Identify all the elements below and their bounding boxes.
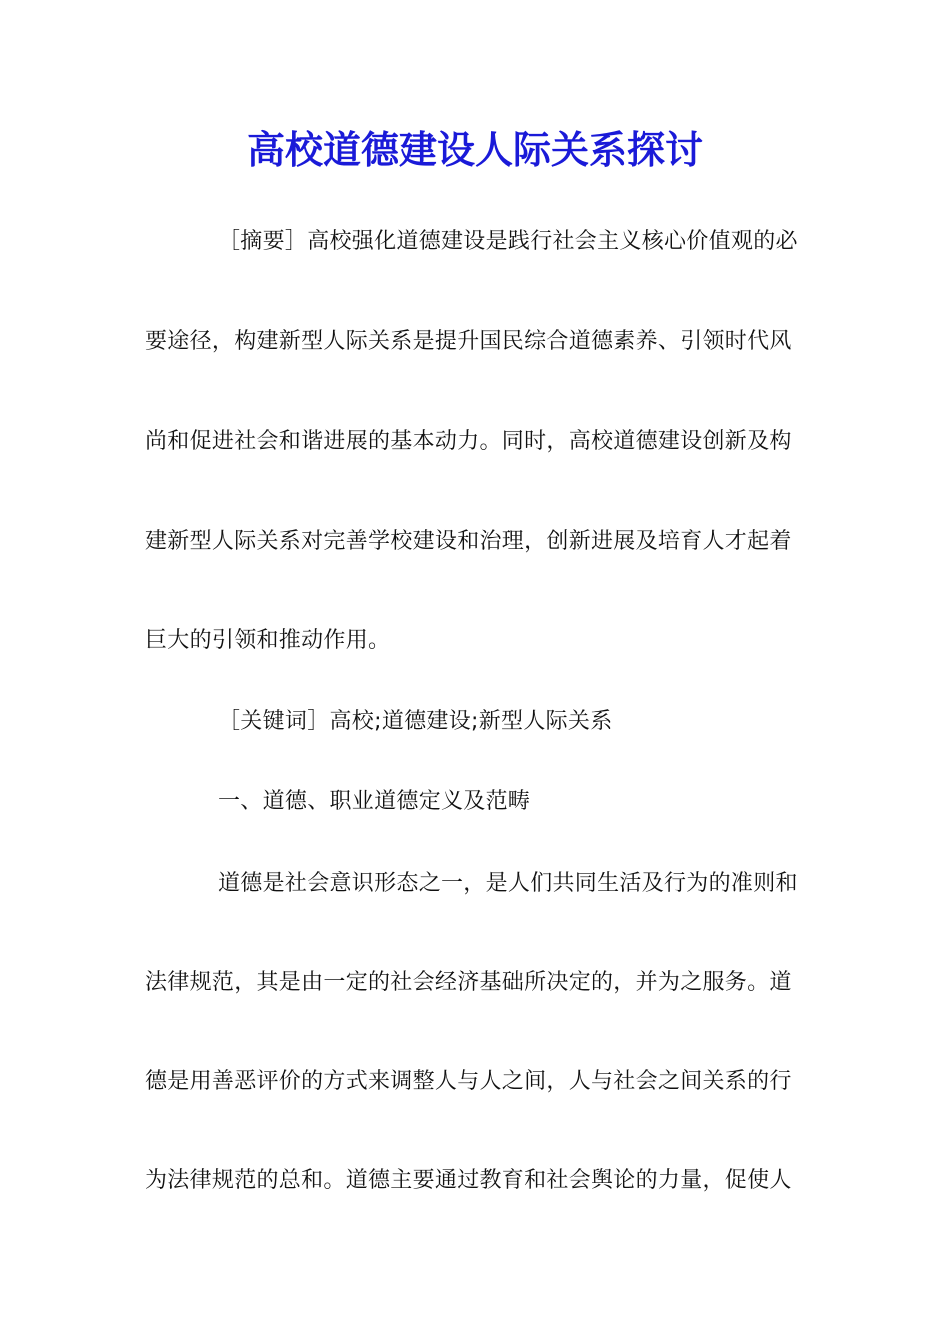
document-title: 高校道德建设人际关系探讨 — [246, 127, 703, 172]
abstract-line-5: 巨大的引领和推动作用。 — [145, 628, 391, 653]
body-line-2: 法律规范，其是由一定的社会经济基础所决定的，并为之服务。道 — [145, 970, 792, 995]
body-line-4: 为法律规范的总和。道德主要通过教育和社会舆论的力量，促使人 — [145, 1168, 792, 1193]
abstract-line-1: ［摘要］高校强化道德建设是践行社会主义核心价值观的必 — [218, 229, 798, 254]
abstract-line-4: 建新型人际关系对完善学校建设和治理，创新进展及培育人才起着 — [145, 529, 792, 554]
section-heading: 一、道德、职业道德定义及范畴 — [218, 789, 531, 814]
body-line-1: 道德是社会意识形态之一，是人们共同生活及行为的准则和 — [218, 871, 798, 896]
abstract-line-2: 要途径，构建新型人际关系是提升国民综合道德素养、引领时代风 — [145, 329, 792, 354]
abstract-line-3: 尚和促进社会和谐进展的基本动力。同时，高校道德建设创新及构 — [145, 429, 792, 454]
body-line-3: 德是用善恶评价的方式来调整人与人之间，人与社会之间关系的行 — [145, 1069, 792, 1094]
keywords-line: ［关键词］高校;道德建设;新型人际关系 — [218, 709, 613, 734]
